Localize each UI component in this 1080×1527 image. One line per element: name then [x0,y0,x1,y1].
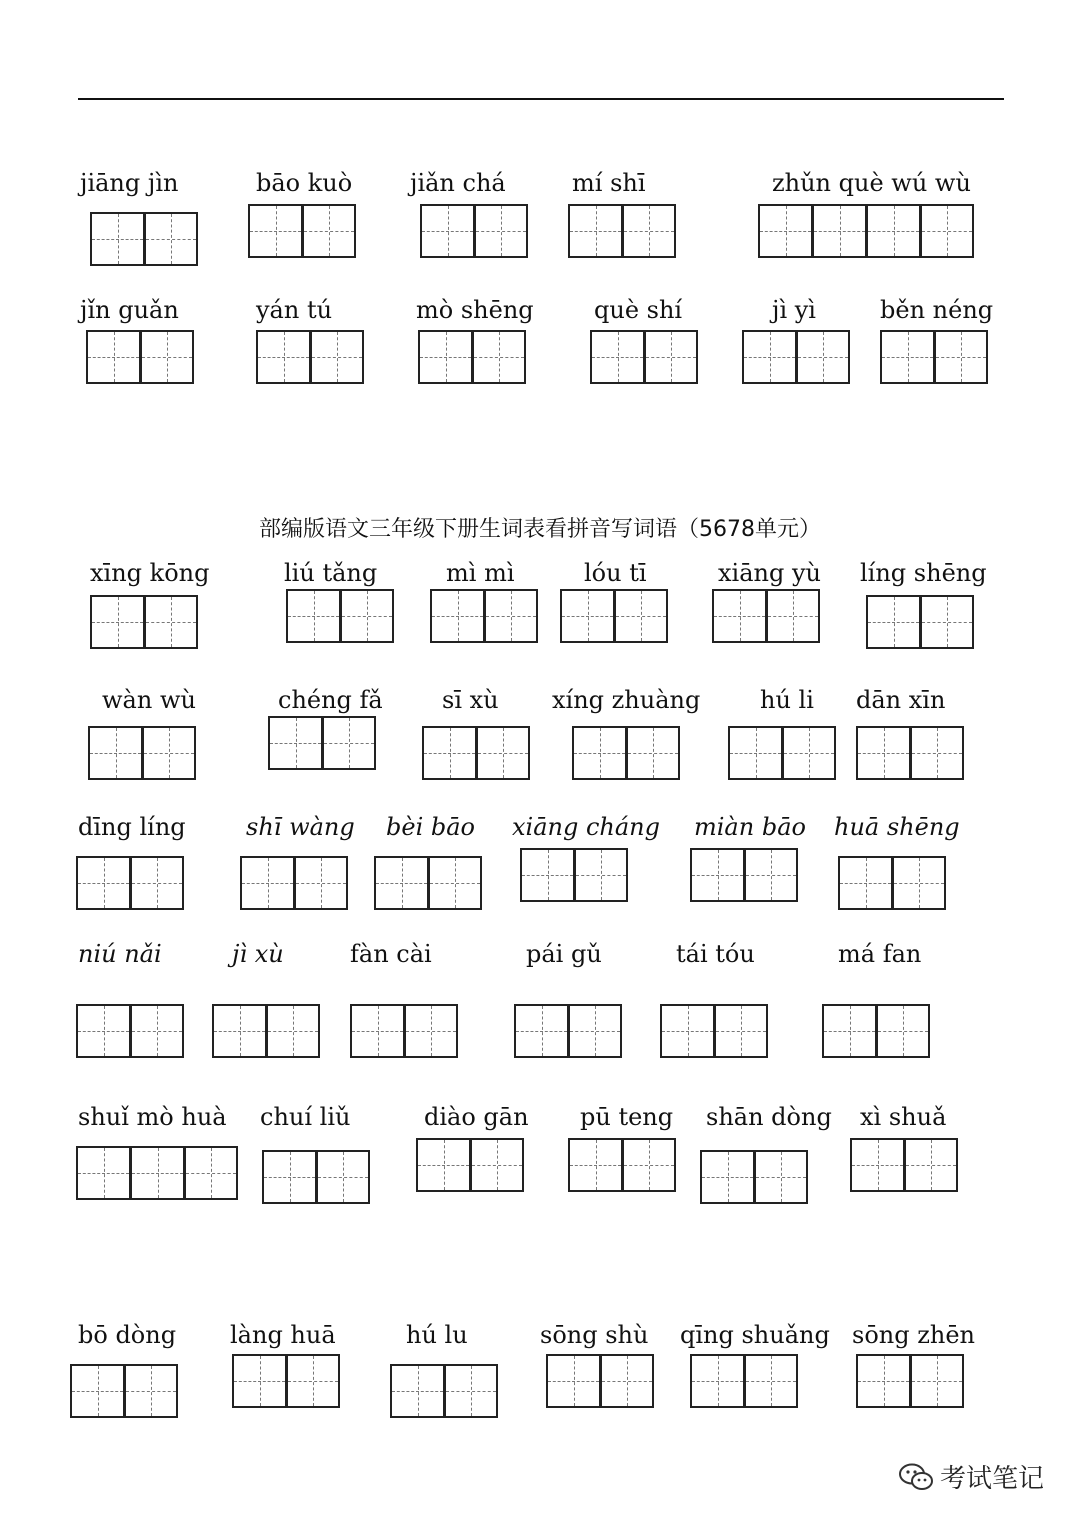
guide-line [132,1031,182,1032]
guide-line [662,1031,713,1032]
guide-line [424,753,475,754]
guide-line [318,1177,368,1178]
writing-grid [590,330,700,384]
character-box[interactable] [418,330,472,384]
character-box[interactable] [240,856,294,910]
writing-grid [546,1354,656,1408]
writing-grid [712,589,822,643]
character-box[interactable] [644,330,698,384]
character-box[interactable] [90,595,144,649]
pinyin-label: hú li [760,686,814,714]
character-box[interactable] [838,856,892,910]
character-box[interactable] [256,330,310,384]
writing-grid [420,204,530,258]
guide-line [352,1031,403,1032]
writing-grid [856,726,966,780]
guide-line [420,357,471,358]
character-box[interactable] [568,1004,622,1058]
character-box[interactable] [130,1146,184,1200]
pinyin-label: pū teng [580,1103,674,1131]
character-box[interactable] [76,1004,130,1058]
pinyin-label: líng shēng [860,559,987,587]
character-box[interactable] [416,1138,470,1192]
character-box[interactable] [572,726,626,780]
guide-line [432,616,483,617]
writing-grid [866,595,976,649]
character-box[interactable] [920,204,974,258]
guide-line [418,1165,469,1166]
guide-line [476,231,526,232]
guide-line [570,1031,620,1032]
pinyin-label: liú tǎng [284,559,378,587]
character-box[interactable] [310,330,364,384]
guide-line [186,1173,236,1174]
guide-line [146,239,196,240]
pinyin-label: jì xù [232,940,284,968]
guide-line [922,622,972,623]
pinyin-label: sōng zhēn [852,1321,975,1349]
guide-line [878,1031,928,1032]
guide-line [624,231,674,232]
character-box[interactable] [302,204,356,258]
character-box[interactable] [714,1004,768,1058]
writing-grid [268,716,378,770]
guide-line [868,231,919,232]
pinyin-label: dān xīn [856,686,946,714]
guide-line [746,875,796,876]
character-box[interactable] [622,204,676,258]
guide-line [250,231,301,232]
guide-line [92,622,143,623]
character-box[interactable] [856,726,910,780]
guide-line [78,883,129,884]
pinyin-label: jiāng jìn [80,169,179,197]
character-box[interactable] [322,716,376,770]
writing-grid [374,856,484,910]
guide-line [922,231,972,232]
pinyin-label: sī xù [442,686,499,714]
character-box[interactable] [420,204,474,258]
guide-line [858,1381,909,1382]
pinyin-label: jì yì [772,296,816,324]
character-box[interactable] [390,1364,444,1418]
guide-line [132,1173,183,1174]
guide-line [716,1031,766,1032]
writing-grid [742,330,852,384]
writing-grid [572,726,682,780]
writing-grid [76,1146,240,1200]
guide-line [324,743,374,744]
pinyin-label: lóu tī [584,559,647,587]
guide-line [270,743,321,744]
pinyin-label: xīng kōng [90,559,210,587]
character-box[interactable] [660,1004,714,1058]
guide-line [574,753,625,754]
character-box[interactable] [248,204,302,258]
watermark-text: 考试笔记 [939,1464,1044,1494]
pinyin-label: chuí liǔ [260,1103,351,1131]
writing-grid [76,856,186,910]
character-box[interactable] [822,1004,876,1058]
guide-line [392,1391,443,1392]
pinyin-label: shī wàng [246,813,355,841]
character-box[interactable] [712,589,766,643]
pinyin-label: tái tóu [676,940,755,968]
writing-grid [660,1004,770,1058]
guide-line [852,1165,903,1166]
guide-line [516,1031,567,1032]
guide-line [576,875,626,876]
guide-line [906,1165,956,1166]
writing-grid [880,330,990,384]
guide-line [592,357,643,358]
pinyin-label: jiǎn chá [410,169,506,197]
character-box[interactable] [142,726,196,780]
character-box[interactable] [766,589,820,643]
top-rule [78,98,1004,100]
pinyin-label: má fan [838,940,922,968]
character-box[interactable] [560,589,614,643]
character-box[interactable] [866,204,920,258]
character-box[interactable] [184,1146,238,1200]
character-box[interactable] [444,1364,498,1418]
pinyin-label: bāo kuò [256,169,353,197]
character-box[interactable] [876,1004,930,1058]
pinyin-label: diào gān [424,1103,529,1131]
writing-grid [390,1364,500,1418]
character-box[interactable] [76,856,130,910]
guide-line [746,1381,796,1382]
character-box[interactable] [316,1150,370,1204]
character-box[interactable] [144,595,198,649]
pinyin-label: mì mì [446,559,515,587]
guide-line [602,1381,652,1382]
character-box[interactable] [514,1004,568,1058]
character-box[interactable] [130,1004,184,1058]
guide-line [406,1031,456,1032]
writing-grid [520,848,630,902]
writing-grid [838,856,948,910]
pinyin-label: què shí [594,296,683,324]
guide-line [234,1381,285,1382]
character-box[interactable] [294,856,348,910]
character-box[interactable] [76,1146,130,1200]
guide-line [78,1173,129,1174]
pinyin-label: mò shēng [416,296,534,324]
character-box[interactable] [286,589,340,643]
character-box[interactable] [796,330,850,384]
guide-line [342,616,392,617]
writing-grid [212,1004,322,1058]
guide-line [570,1165,621,1166]
pinyin-label: hú lu [406,1321,468,1349]
writing-grid [350,1004,460,1058]
character-box[interactable] [520,848,574,902]
guide-line [744,357,795,358]
writing-grid [416,1138,526,1192]
character-box[interactable] [430,589,484,643]
character-box[interactable] [428,856,482,910]
guide-line [78,1031,129,1032]
guide-line [912,753,962,754]
character-box[interactable] [212,1004,266,1058]
character-box[interactable] [266,1004,320,1058]
writing-grid [256,330,366,384]
character-box[interactable] [622,1138,676,1192]
character-box[interactable] [892,856,946,910]
character-box[interactable] [590,330,644,384]
guide-line [798,357,848,358]
character-box[interactable] [626,726,680,780]
character-box[interactable] [476,726,530,780]
guide-line [616,616,666,617]
writing-grid [262,1150,372,1204]
writing-grid [240,856,350,910]
guide-line [702,1177,753,1178]
guide-line [72,1391,123,1392]
guide-line [936,357,986,358]
character-box[interactable] [374,856,428,910]
character-box[interactable] [934,330,988,384]
character-box[interactable] [866,595,920,649]
character-box[interactable] [910,726,964,780]
character-box[interactable] [546,1354,600,1408]
pinyin-label: shuǐ mò huà [78,1103,227,1131]
character-box[interactable] [744,1354,798,1408]
pinyin-label: xíng zhuàng [552,686,701,714]
pinyin-label: wàn wù [102,686,196,714]
character-box[interactable] [812,204,866,258]
character-box[interactable] [600,1354,654,1408]
guide-line [92,239,143,240]
guide-line [312,357,362,358]
guide-line [912,1381,962,1382]
character-box[interactable] [144,212,198,266]
character-box[interactable] [910,1354,964,1408]
guide-line [760,231,811,232]
character-box[interactable] [614,589,668,643]
character-box[interactable] [472,330,526,384]
writing-grid [514,1004,624,1058]
guide-line [824,1031,875,1032]
pinyin-label: běn néng [880,296,994,324]
writing-grid [850,1138,960,1192]
pinyin-label: sōng shù [540,1321,649,1349]
guide-line [446,1391,496,1392]
pinyin-label: shān dòng [706,1103,832,1131]
guide-line [624,1165,674,1166]
character-box[interactable] [140,330,194,384]
writing-grid [88,726,198,780]
character-box[interactable] [568,1138,622,1192]
writing-grid [70,1364,180,1418]
guide-line [570,231,621,232]
character-box[interactable] [262,1150,316,1204]
pinyin-label: niú nǎi [78,940,162,968]
guide-line [840,883,891,884]
character-box[interactable] [728,726,782,780]
pinyin-label: jǐn guǎn [80,296,179,324]
character-box[interactable] [850,1138,904,1192]
pinyin-label: làng huā [230,1321,336,1349]
pinyin-label: huā shēng [834,813,960,841]
character-box[interactable] [130,856,184,910]
pinyin-label: yán tú [256,296,333,324]
pinyin-label: bō dòng [78,1321,177,1349]
writing-grid [700,1150,810,1204]
pinyin-label: xiāng yù [718,559,821,587]
guide-line [548,1381,599,1382]
guide-line [304,231,354,232]
guide-line [288,616,339,617]
guide-line [430,883,480,884]
pinyin-label: miàn bāo [694,813,806,841]
guide-line [472,1165,522,1166]
writing-grid [430,589,540,643]
guide-line [756,1177,806,1178]
character-box[interactable] [568,204,622,258]
character-box[interactable] [86,330,140,384]
guide-line [422,231,473,232]
guide-line [894,883,944,884]
writing-grid [90,595,200,649]
guide-line [288,1381,338,1382]
character-box[interactable] [700,1150,754,1204]
writing-grid [76,1004,186,1058]
guide-line [882,357,933,358]
writing-grid [568,204,678,258]
guide-line [258,357,309,358]
guide-line [474,357,524,358]
writing-grid [690,848,800,902]
character-box[interactable] [758,204,812,258]
character-box[interactable] [754,1150,808,1204]
pinyin-label: xì shuǎ [860,1103,947,1131]
guide-line [214,1031,265,1032]
pinyin-label: bèi bāo [386,813,475,841]
writing-grid [422,726,532,780]
character-box[interactable] [422,726,476,780]
character-box[interactable] [690,1354,744,1408]
guide-line [242,883,293,884]
guide-line [268,1031,318,1032]
guide-line [90,753,141,754]
character-box[interactable] [90,212,144,266]
guide-line [562,616,613,617]
guide-line [714,616,765,617]
guide-line [814,231,865,232]
guide-line [126,1391,176,1392]
character-box[interactable] [350,1004,404,1058]
character-box[interactable] [690,848,744,902]
writing-grid [248,204,358,258]
pinyin-label: fàn cài [350,940,432,968]
guide-line [868,622,919,623]
character-box[interactable] [286,1354,340,1408]
guide-line [522,875,573,876]
character-box[interactable] [124,1364,178,1418]
guide-line [692,875,743,876]
character-box[interactable] [574,848,628,902]
guide-line [858,753,909,754]
watermark [898,1458,1044,1495]
character-box[interactable] [856,1354,910,1408]
guide-line [142,357,192,358]
writing-grid [856,1354,966,1408]
writing-grid [822,1004,932,1058]
pinyin-label: zhǔn què wú wù [772,169,971,197]
character-box[interactable] [470,1138,524,1192]
character-box[interactable] [904,1138,958,1192]
writing-grid [560,589,670,643]
character-box[interactable] [404,1004,458,1058]
guide-line [88,357,139,358]
character-box[interactable] [742,330,796,384]
writing-grid [232,1354,342,1408]
pinyin-label: qīng shuǎng [680,1321,830,1349]
guide-line [486,616,536,617]
writing-grid [728,726,838,780]
guide-line [768,616,818,617]
character-box[interactable] [88,726,142,780]
character-box[interactable] [70,1364,124,1418]
writing-grid [690,1354,800,1408]
guide-line [730,753,781,754]
wechat-icon [898,1462,934,1492]
character-box[interactable] [484,589,538,643]
worksheet-title: 部编版语文三年级下册生词表看拼音写词语（5678单元） [259,517,821,542]
writing-grid [90,212,200,266]
guide-line [628,753,678,754]
character-box[interactable] [880,330,934,384]
guide-line [784,753,834,754]
pinyin-label: mí shī [572,169,646,197]
writing-grid [758,204,976,258]
pinyin-label: xiāng cháng [512,813,660,841]
character-box[interactable] [474,204,528,258]
character-box[interactable] [268,716,322,770]
pinyin-label: chéng fǎ [278,686,383,714]
character-box[interactable] [920,595,974,649]
character-box[interactable] [744,848,798,902]
guide-line [132,883,182,884]
character-box[interactable] [232,1354,286,1408]
pinyin-label: pái gǔ [526,940,602,968]
guide-line [376,883,427,884]
character-box[interactable] [340,589,394,643]
writing-grid [86,330,196,384]
guide-line [144,753,194,754]
guide-line [478,753,528,754]
character-box[interactable] [782,726,836,780]
pinyin-label: dīng líng [78,813,186,841]
guide-line [646,357,696,358]
writing-grid [418,330,528,384]
guide-line [146,622,196,623]
writing-grid [568,1138,678,1192]
guide-line [692,1381,743,1382]
writing-grid [286,589,396,643]
guide-line [296,883,346,884]
guide-line [264,1177,315,1178]
